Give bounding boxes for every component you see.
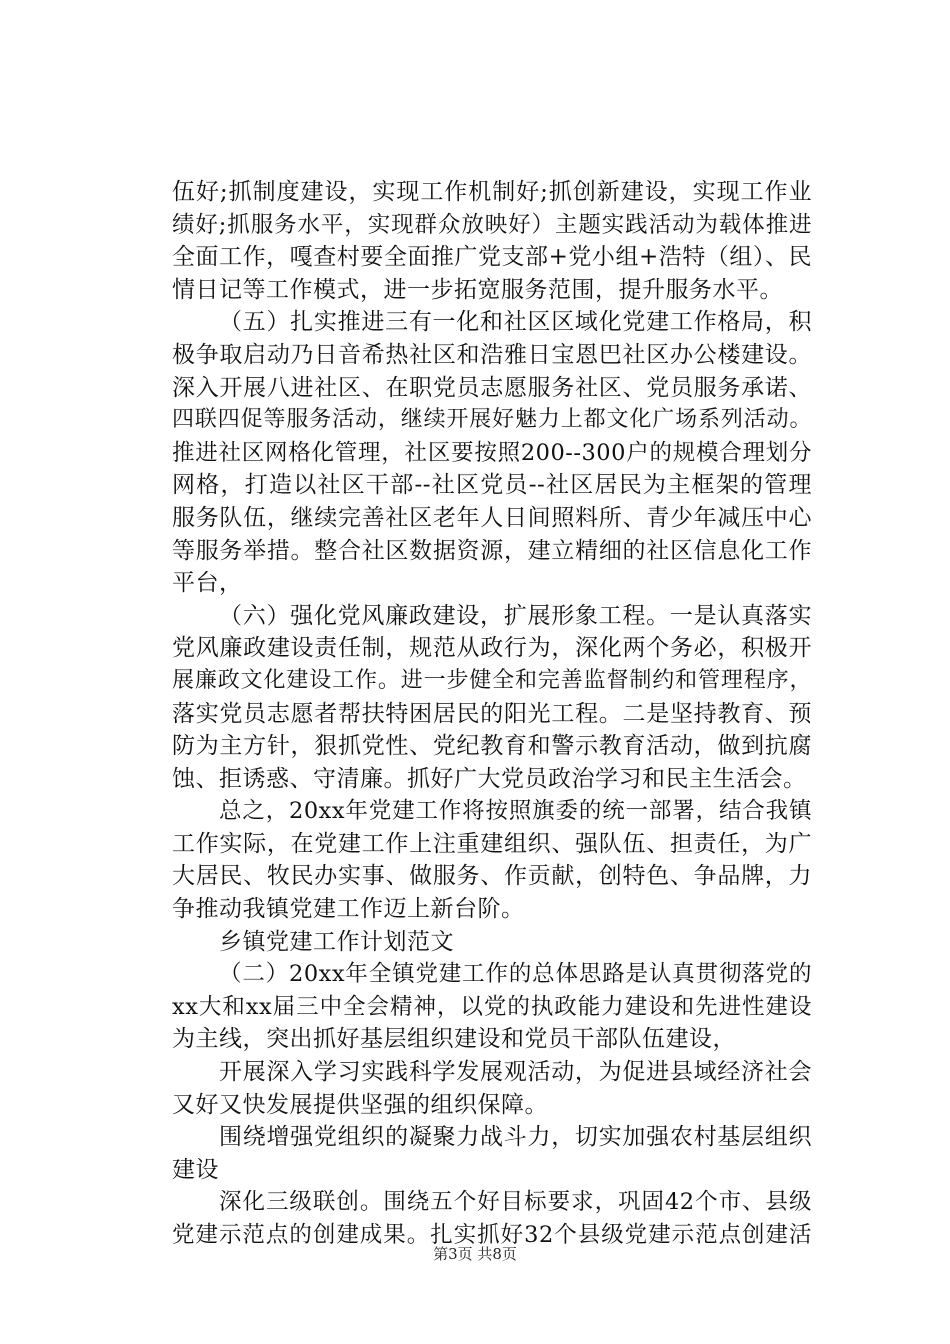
text-line: 网格，打造以社区干部--社区党员--社区居民为主框架的管理 [172, 472, 812, 499]
text-line: 绩好;抓服务水平，实现群众放映好）主题实践活动为载体推进 [172, 211, 812, 238]
text-line: 展廉政文化建设工作。进一步健全和完善监督制约和管理程序， [172, 667, 812, 693]
text-line: 等服务举措。整合社区数据资源，建立精细的社区信息化工作 [172, 537, 812, 564]
text-line: 党风廉政建设责任制，规范从政行为，深化两个务必，积极开 [172, 635, 812, 662]
text-line: （二）20xx年全镇党建工作的总体思路是认真贯彻落党的 [219, 961, 812, 988]
text-line: 为主线，突出抓好基层组织建设和党员干部队伍建设， [172, 1026, 736, 1053]
text-line: 开展深入学习实践科学发展观活动，为促进县域经济社会 [219, 1059, 812, 1086]
text-line: （六）强化党风廉政建设，扩展形象工程。一是认真落实 [219, 602, 812, 629]
text-line: 推进社区网格化管理，社区要按照200--300户的规模合理划分 [172, 439, 812, 466]
text-line: 深入开展八进社区、在职党员志愿服务社区、党员服务承诺、 [172, 374, 812, 401]
text-line: 大居民、牧民办实事、做服务、作贡献，创特色、争品牌，力 [172, 863, 812, 890]
text-line: xx大和xx届三中全会精神，以党的执政能力建设和先进性建设 [172, 993, 812, 1020]
text-line: 极争取启动乃日音希热社区和浩雅日宝恩巴社区办公楼建设。 [172, 341, 812, 368]
text-line: 四联四促等服务活动，继续开展好魅力上都文化广场系列活动。 [172, 407, 812, 433]
page-footer: 第3页 共8页 [433, 1245, 517, 1263]
text-line: 工作实际，在党建工作上注重建组织、强队伍、担责任，为广 [172, 830, 812, 857]
text-line: 防为主方针，狠抓党性、党纪教育和警示教育活动，做到抗腐 [172, 733, 812, 760]
text-line: 平台， [172, 570, 243, 597]
text-line: 党建示范点的创建成果。扎实抓好32个县级党建示范点创建活 [172, 1222, 812, 1248]
text-line: 围绕增强党组织的凝聚力战斗力，切实加强农村基层组织 [219, 1124, 812, 1151]
text-line: 情日记等工作模式，进一步拓宽服务范围，提升服务水平。 [172, 276, 783, 303]
text-line: 伍好;抓制度建设，实现工作机制好;抓创新建设，实现工作业 [172, 179, 812, 205]
text-line: 乡镇党建工作计划范文 [219, 928, 454, 955]
text-line: 建设 [172, 1156, 219, 1183]
text-line: 争推动我镇党建工作迈上新台阶。 [172, 896, 525, 923]
text-line: 总之，20xx年党建工作将按照旗委的统一部署，结合我镇 [219, 798, 812, 825]
text-line: 又好又快发展提供坚强的组织保障。 [172, 1091, 548, 1118]
text-line: 落实党员志愿者帮扶特困居民的阳光工程。二是坚持教育、预 [172, 700, 812, 727]
text-line: 服务队伍，继续完善社区老年人日间照料所、青少年减压中心 [172, 504, 812, 531]
document-body [172, 176, 812, 1252]
text-line: 深化三级联创。围绕五个好目标要求，巩固42个市、县级 [219, 1189, 812, 1216]
text-line: 蚀、拒诱惑、守清廉。抓好广大党员政治学习和民主生活会。 [172, 765, 807, 792]
text-line: 全面工作，嘎查村要全面推广党支部+党小组+浩特（组）、民 [172, 244, 812, 271]
text-line: （五）扎实推进三有一化和社区区域化党建工作格局，积 [219, 309, 812, 336]
